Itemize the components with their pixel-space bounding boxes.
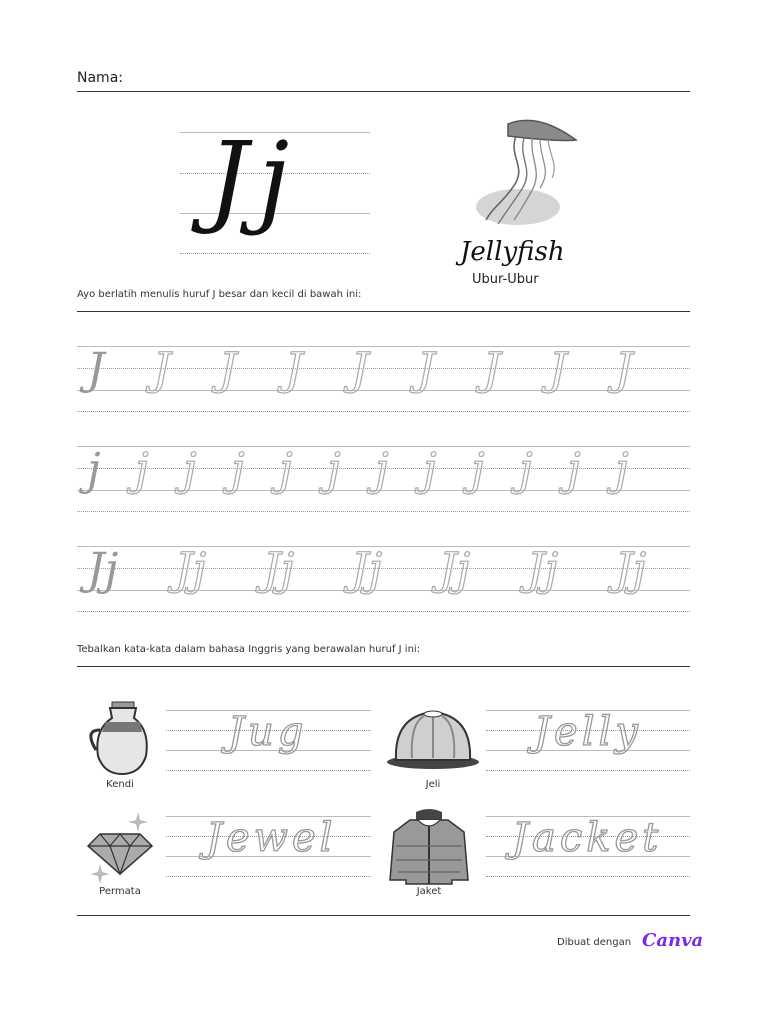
trace-glyph: Jj (175, 544, 207, 595)
canva-logo[interactable]: Canva (642, 930, 704, 951)
trace-field-jelly[interactable] (486, 710, 690, 770)
trace-glyph: Jj (351, 544, 383, 595)
trace-glyph: Jj (615, 544, 647, 595)
footer-made-with: Dibuat dengan (557, 937, 632, 948)
jellyfish-icon (468, 112, 578, 232)
hero-translation: Ubur-Ubur (472, 272, 539, 287)
trace-glyph: J (615, 344, 633, 395)
jug-icon (90, 700, 156, 776)
name-label: Nama: (77, 70, 123, 86)
trace-field-jewel[interactable] (166, 816, 371, 876)
practice-instruction: Ayo berlatih menulis huruf J besar dan kecil di bawah ini: (77, 289, 362, 300)
jelly-icon (386, 706, 480, 770)
trace-glyph: Jj (263, 544, 295, 595)
divider-2 (77, 666, 690, 667)
trace-glyph: j (471, 444, 485, 495)
divider-3 (77, 915, 690, 916)
divider-1 (77, 311, 690, 312)
trace-glyph: j (87, 444, 101, 495)
trace-glyph: Jj (439, 544, 471, 595)
trace-glyph: J (285, 344, 303, 395)
diamond-icon (84, 808, 156, 884)
trace-glyph: Jj (87, 544, 119, 595)
row2-glyphs (87, 442, 687, 502)
trace-word-jewel: Jewel (206, 815, 337, 861)
jacket-icon (386, 806, 472, 886)
trace-glyph: J (219, 344, 237, 395)
trace-glyph: j (279, 444, 293, 495)
words-instruction: Tebalkan kata-kata dalam bahasa Inggris yang berawalan huruf J ini: (77, 644, 421, 655)
name-line[interactable] (77, 91, 690, 92)
row1-glyphs (87, 342, 687, 402)
trace-glyph: j (375, 444, 389, 495)
practice-row-2[interactable] (77, 446, 690, 512)
caption-jelly: Jeli (425, 779, 441, 790)
trace-glyph: j (327, 444, 341, 495)
trace-glyph: J (87, 344, 105, 395)
trace-glyph: j (183, 444, 197, 495)
trace-word-jacket: Jacket (512, 815, 663, 861)
trace-glyph: j (567, 444, 581, 495)
trace-glyph: J (483, 344, 501, 395)
trace-glyph: j (135, 444, 149, 495)
trace-glyph: J (417, 344, 435, 395)
trace-glyph: Jj (527, 544, 559, 595)
trace-glyph: J (549, 344, 567, 395)
trace-glyph: j (615, 444, 629, 495)
trace-field-jug[interactable] (166, 710, 371, 770)
caption-jug: Kendi (106, 779, 134, 790)
trace-glyph: J (153, 344, 171, 395)
hero-letters: Jj (208, 120, 300, 237)
caption-jewel: Permata (99, 886, 141, 897)
trace-word-jelly: Jelly (534, 709, 642, 755)
trace-glyph: j (423, 444, 437, 495)
trace-field-jacket[interactable] (486, 816, 690, 876)
hero-word: Jellyfish (460, 237, 565, 267)
caption-jacket: Jaket (416, 886, 442, 897)
trace-word-jug: Jug (228, 709, 308, 755)
hero-letter-area (180, 120, 370, 255)
trace-glyph: J (351, 344, 369, 395)
practice-row-3[interactable] (77, 546, 690, 612)
trace-glyph: j (231, 444, 245, 495)
trace-glyph: j (519, 444, 533, 495)
row3-glyphs (87, 542, 687, 602)
practice-row-1[interactable] (77, 346, 690, 412)
